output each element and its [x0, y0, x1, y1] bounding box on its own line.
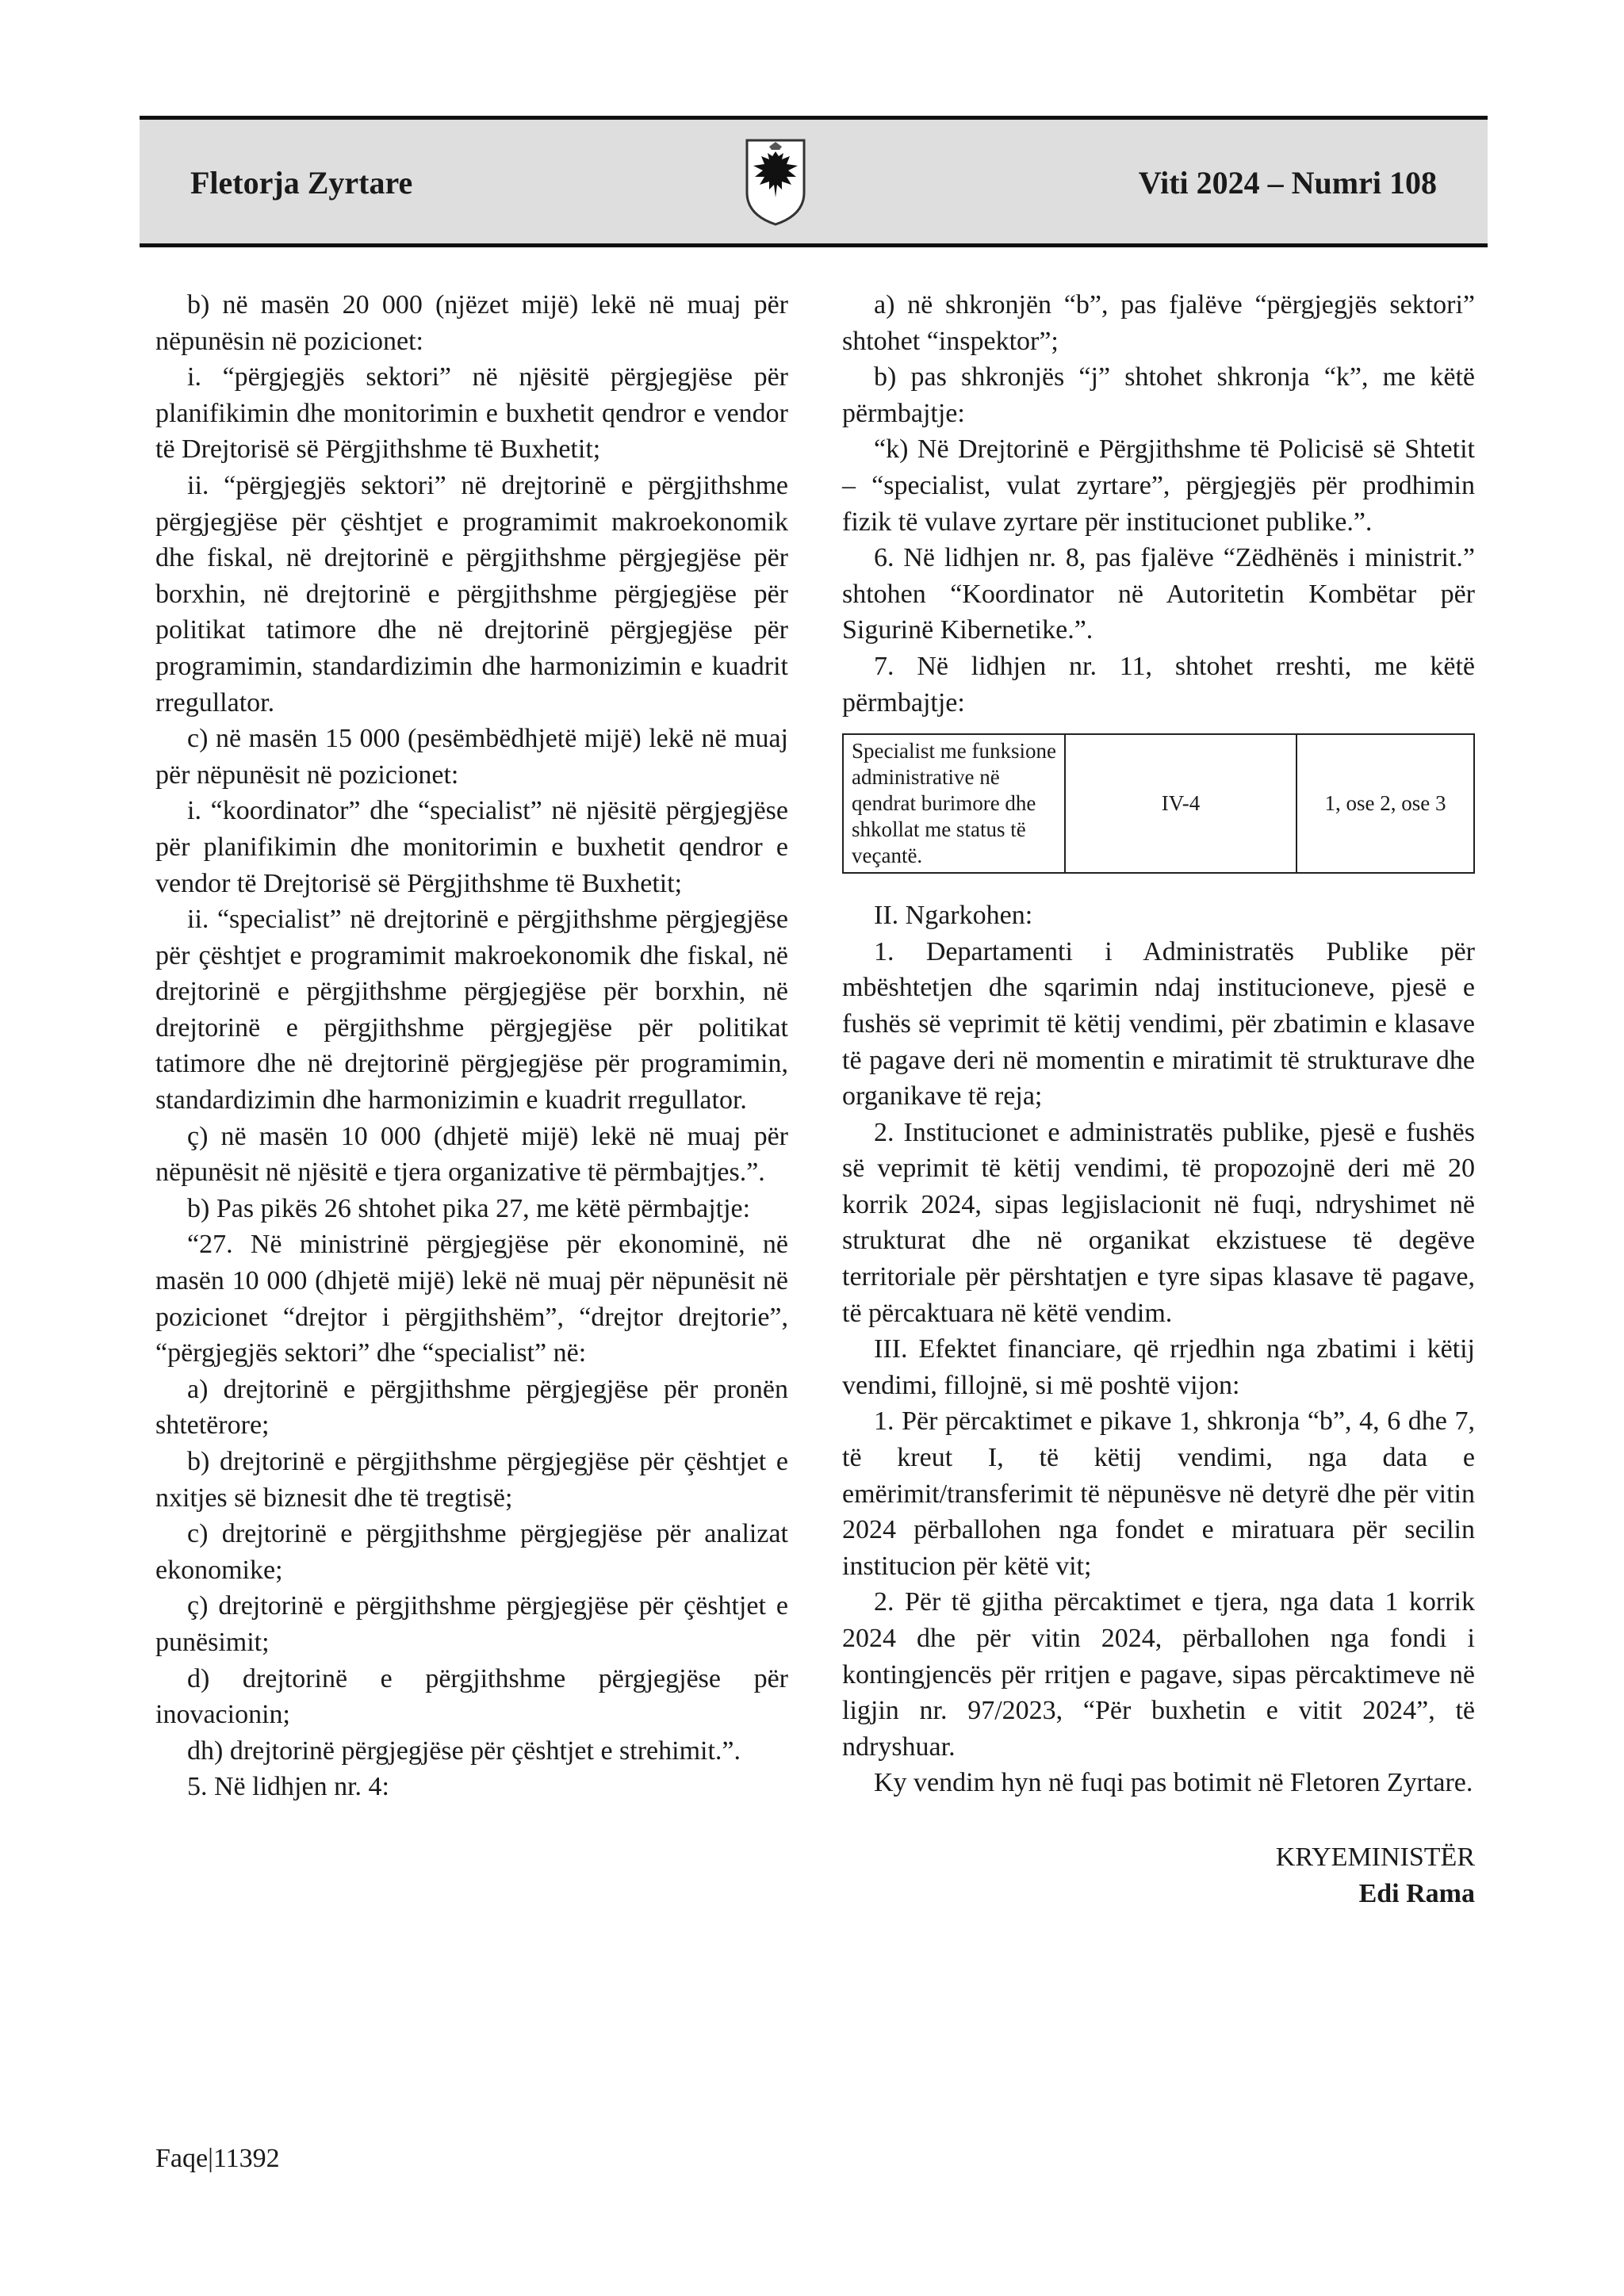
paragraph: ç) në masën 10 000 (dhjetë mijë) lekë në muaj për nëpunësit në njësitë e tjera organizative të përmbajtjes.”. — [155, 1121, 788, 1188]
paragraph: II. Ngarkohen: — [874, 901, 1033, 931]
paragraph: i. “koordinator” dhe “specialist” në njësitë përgjegjëse për planifikimin dhe monitorimin e buxhetit qendror e vendor të Drejtorisë së Përgjithshme të Buxhetit; — [155, 796, 788, 898]
table-cell-class: 1, ose 2, ose 3 — [1297, 734, 1474, 873]
left-column — [155, 287, 788, 1805]
signatory-name: Edi Rama — [1358, 1878, 1475, 1908]
paragraph: b) Pas pikës 26 shtohet pika 27, me këtë përmbajtje: — [187, 1193, 751, 1223]
paragraph: ii. “përgjegjës sektori” në drejtorinë e përgjithshme përgjegjëse për çështjet e programimit makroekonomik dhe fiskal, në drejtorinë e përgjithshme përgjegjëse për borxhin, në drejtorinë e përgjithshme përgjegjëse për politikat tatimore dhe në drejtorinë përgjegjëse për programimin, standardizimin dhe harmonizimin e kuadrit rregullator. — [155, 470, 788, 718]
paragraph: 7. Në lidhjen nr. 11, shtohet rreshti, me këtë përmbajtje: — [842, 651, 1475, 718]
paragraph: 1. Departamenti i Administratës Publike për mbështetjen dhe sqarimin ndaj institucioneve, pjesë e fushës së veprimit të këtij vendimi, për zbatimin e klasave të pagave deri në momentin e miratimit të strukturave dhe organikave të reja; — [842, 936, 1475, 1112]
paragraph: d) drejtorinë e përgjithshme përgjegjëse për inovacionin; — [155, 1663, 788, 1730]
albanian-eagle-emblem-icon — [744, 137, 807, 226]
paragraph: c) drejtorinë e përgjithshme përgjegjëse për analizat ekonomike; — [155, 1519, 788, 1585]
page-number: Faqe|11392 — [155, 2144, 280, 2173]
paragraph: a) drejtorinë e përgjithshme përgjegjëse për pronën shtetërore; — [155, 1374, 788, 1441]
paragraph: 1. Për përcaktimet e pikave 1, shkronja “b”, 4, 6 dhe 7, të kreut I, të këtij vendimi, nga data e emërimit/transferimit të nëpunësve në detyrë dhe për vitin 2024 përballohen nga fondet e miratuara për secilin institucion për këtë vit; — [842, 1406, 1475, 1581]
paragraph: b) pas shkronjës “j” shtohet shkronja “k”, me këtë përmbajtje: — [842, 362, 1475, 428]
signatory-title: KRYEMINISTËR — [1275, 1842, 1475, 1872]
paragraph: b) në masën 20 000 (njëzet mijë) lekë në muaj për nëpunësin në pozicionet: — [155, 290, 788, 356]
paragraph: dh) drejtorinë përgjegjëse për çështjet e strehimit.”. — [187, 1735, 741, 1766]
paragraph: III. Efektet financiare, që rrjedhin nga zbatimi i këtij vendimi, fillojnë, si më poshtë vijon: — [842, 1334, 1475, 1400]
paragraph: c) në masën 15 000 (pesëmbëdhjetë mijë) lekë në muaj për nëpunësit në pozicionet: — [155, 724, 788, 790]
paragraph: “k) Në Drejtorinë e Përgjithshme të Policisë së Shtetit – “specialist, vulat zyrtare”, përgjegjës për prodhimin fizik të vulave zyrtare për institucionet publike.”. — [842, 434, 1475, 537]
table-cell-position: Specialist me funksione administrative në qendrat burimore dhe shkollat me status të veçantë. — [843, 734, 1065, 873]
paragraph: 2. Institucionet e administratës publike, pjesë e fushës së veprimit të këtij vendimi, të propozojnë deri më 20 korrik 2024, sipas legjislacionit në fuqi, ndryshimet në strukturat dhe në organikat ekzistuese të degëve territoriale për përshtatjen e tyre sipas klasave të pagave, të përcaktuara në këtë vendim. — [842, 1117, 1475, 1328]
paragraph: a) në shkronjën “b”, pas fjalëve “përgjegjës sektori” shtohet “inspektor”; — [842, 290, 1475, 356]
table-cell-category: IV-4 — [1065, 734, 1297, 873]
table — [842, 733, 1475, 874]
paragraph: 2. Për të gjitha përcaktimet e tjera, nga data 1 korrik 2024 dhe për vitin 2024, përballohen nga fondi i kontingjencës për rritjen e pagave, sipas përcaktimeve në ligjin nr. 97/2023, “Për buxhetin e vitit 2024”, të ndryshuar. — [842, 1587, 1475, 1762]
gazette-header — [140, 116, 1488, 247]
paragraph: ç) drejtorinë e përgjithshme përgjegjëse për çështjet e punësimit; — [155, 1591, 788, 1657]
table-row — [843, 734, 1474, 873]
paragraph: i. “përgjegjës sektori” në njësitë përgjegjëse për planifikimin dhe monitorimin e buxhetit qendror e vendor të Drejtorisë së Përgjithshme të Buxhetit; — [155, 362, 788, 465]
signature-block — [842, 1839, 1475, 1911]
gazette-title: Fletorja Zyrtare — [190, 165, 413, 201]
issue-number: Viti 2024 – Numri 108 — [1138, 165, 1437, 201]
paragraph: b) drejtorinë e përgjithshme përgjegjëse për çështjet e nxitjes së biznesit dhe të tregtisë; — [155, 1447, 788, 1513]
paragraph: ii. “specialist” në drejtorinë e përgjithshme përgjegjëse për çështjet e programimit makroekonomik dhe fiskal, në drejtorinë e përgjithshme përgjegjëse për borxhin, në drejtorinë e përgjithshme përgjegjëse për politikat tatimore dhe në drejtorinë përgjegjëse për programimin, standardizimin dhe harmonizimin e kuadrit rregullator. — [155, 905, 788, 1115]
paragraph: 5. Në lidhjen nr. 4: — [187, 1772, 389, 1802]
paragraph: 6. Në lidhjen nr. 8, pas fjalëve “Zëdhënës i ministrit.” shtohen “Koordinator në Autoritetin Kombëtar për Sigurinë Kibernetike.”. — [842, 543, 1475, 645]
paragraph: “27. Në ministrinë përgjegjëse për ekonominë, në masën 10 000 (dhjetë mijë) lekë në muaj për nëpunësit në pozicionet “drejtor i përgjithshëm”, “drejtor drejtorie”, “përgjegjës sektori” dhe “specialist” në: — [155, 1230, 788, 1368]
right-column — [842, 287, 1475, 1911]
paragraph: Ky vendim hyn në fuqi pas botimit në Fletoren Zyrtare. — [874, 1768, 1473, 1798]
annex-table — [842, 733, 1475, 874]
